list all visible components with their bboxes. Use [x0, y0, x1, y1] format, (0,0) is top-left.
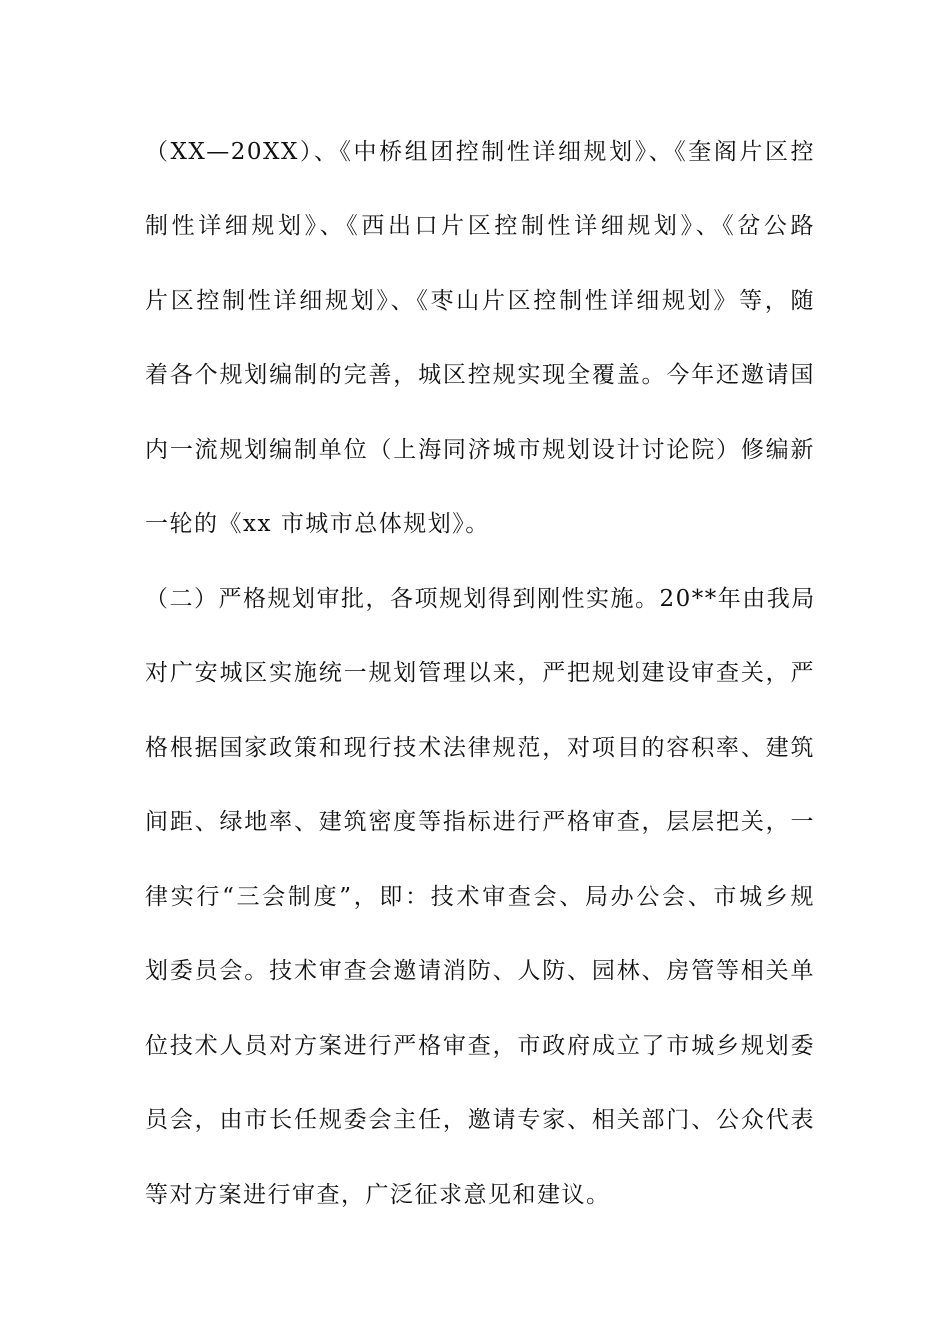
text-line: 律实行“三会制度”，即：技术审查会、局办公会、市城乡规 [145, 884, 815, 910]
text-line: 一轮的《xx 市城市总体规划》。 [145, 511, 490, 537]
text-line: 员会，由市长任规委会主任，邀请专家、相关部门、公众代表 [145, 1107, 815, 1133]
text-line: 对广安城区实施统一规划管理以来，严把规划建设审查关，严 [145, 660, 815, 686]
text-line: 片区控制性详细规划》、《枣山片区控制性详细规划》等，随 [145, 288, 815, 314]
section-heading-line: （二）严格规划审批，各项规划得到刚性实施。20**年由我局 [145, 586, 816, 612]
text-line: 划委员会。技术审查会邀请消防、人防、园林、房管等相关单 [145, 958, 815, 984]
text-line: 间距、绿地率、建筑密度等指标进行严格审查，层层把关，一 [145, 809, 815, 835]
text-line: （XX—20XX）、《中桥组团控制性详细规划》、《奎阁片区控 [145, 139, 815, 165]
text-line: 内一流规划编制单位（上海同济城市规划设计讨论院）修编新 [145, 437, 815, 463]
text-line: 位技术人员对方案进行严格审查，市政府成立了市城乡规划委 [145, 1033, 815, 1059]
text-line: 格根据国家政策和现行技术法律规范，对项目的容积率、建筑 [145, 735, 815, 761]
text-line: 等对方案进行审查，广泛征求意见和建议。 [145, 1182, 611, 1208]
text-line: 着各个规划编制的完善，城区控规实现全覆盖。今年还邀请国 [145, 362, 815, 388]
text-line: 制性详细规划》、《西出口片区控制性详细规划》、《岔公路 [145, 213, 815, 239]
